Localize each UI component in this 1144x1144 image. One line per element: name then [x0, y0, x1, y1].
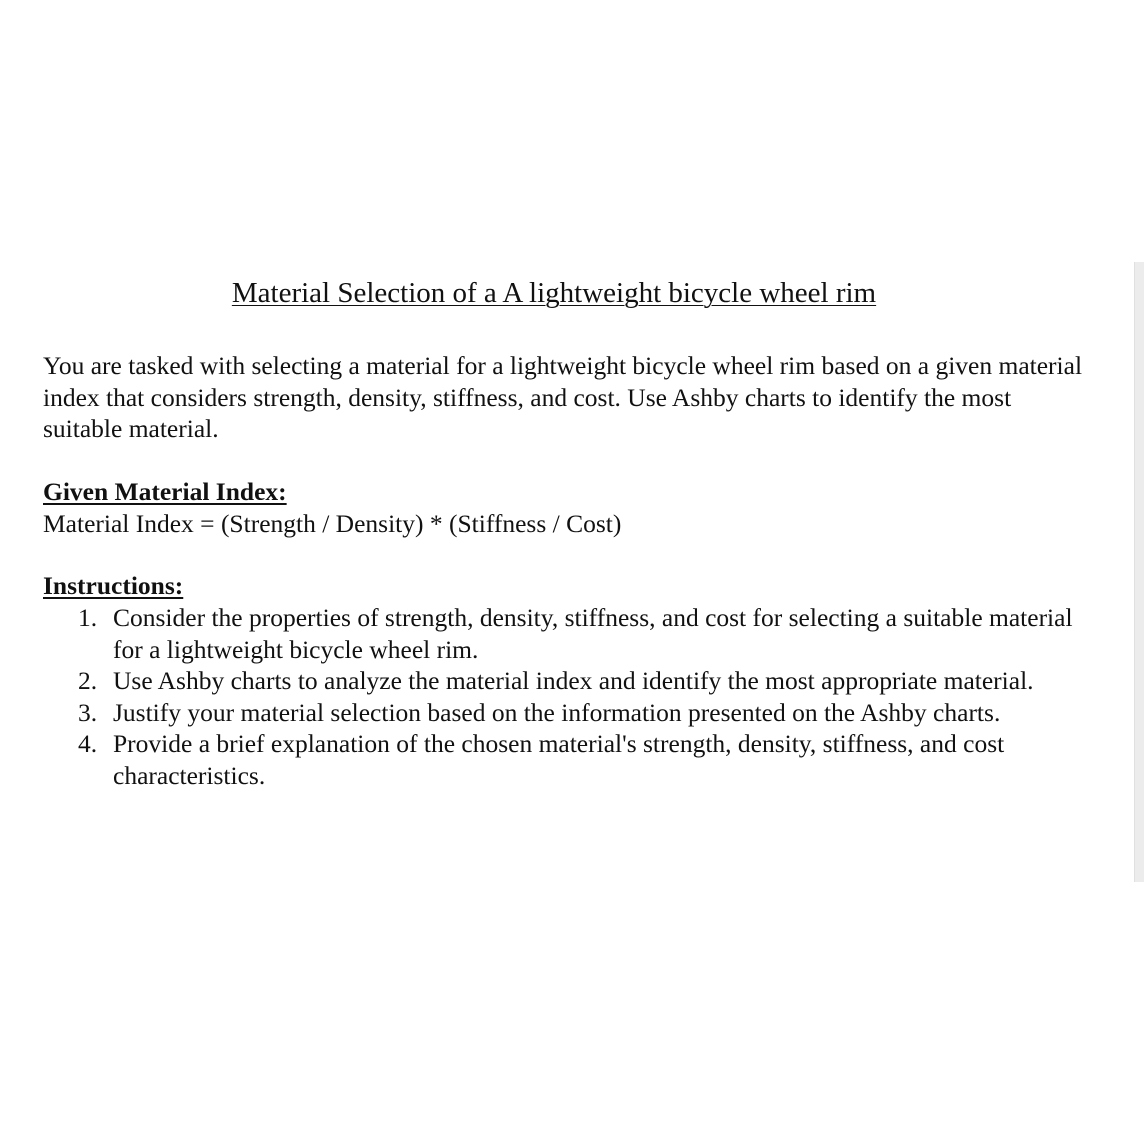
list-item — [78, 665, 1078, 697]
list-item-text: Consider the properties of strength, density, stiffness, and cost for selecting a suitable material for a lightweight bicycle wheel rim. — [113, 603, 1073, 664]
list-item-text: Use Ashby charts to analyze the material index and identify the most appropriate material. — [113, 666, 1034, 695]
scrollbar[interactable] — [1134, 262, 1144, 882]
list-item — [78, 728, 1078, 791]
list-item — [78, 697, 1078, 729]
list-item-text: Provide a brief explanation of the chosen material's strength, density, stiffness, and cost characteristics. — [113, 729, 1005, 790]
material-index-heading: Given Material Index: — [43, 477, 287, 506]
list-item-text: Justify your material selection based on the information presented on the Ashby charts. — [113, 697, 1001, 727]
list-item-number: 3. — [78, 697, 98, 727]
material-index-formula: Material Index = (Strength / Density) * (Stiffness / Cost) — [43, 509, 622, 538]
list-item-number: 4. — [78, 729, 98, 758]
intro-paragraph: You are tasked with selecting a material for a lightweight bicycle wheel rim based on a given material index that considers strength, density, stiffness, and cost. Use Ashby charts to identify the most suitable material. — [43, 351, 1083, 443]
list-item — [78, 602, 1078, 665]
list-item-number: 1. — [78, 603, 98, 632]
instructions-heading: Instructions: — [43, 571, 184, 600]
document-title: Material Selection of a A lightweight bicycle wheel rim — [231, 277, 877, 309]
list-item-number: 2. — [78, 666, 98, 695]
instructions-list — [78, 602, 1078, 791]
